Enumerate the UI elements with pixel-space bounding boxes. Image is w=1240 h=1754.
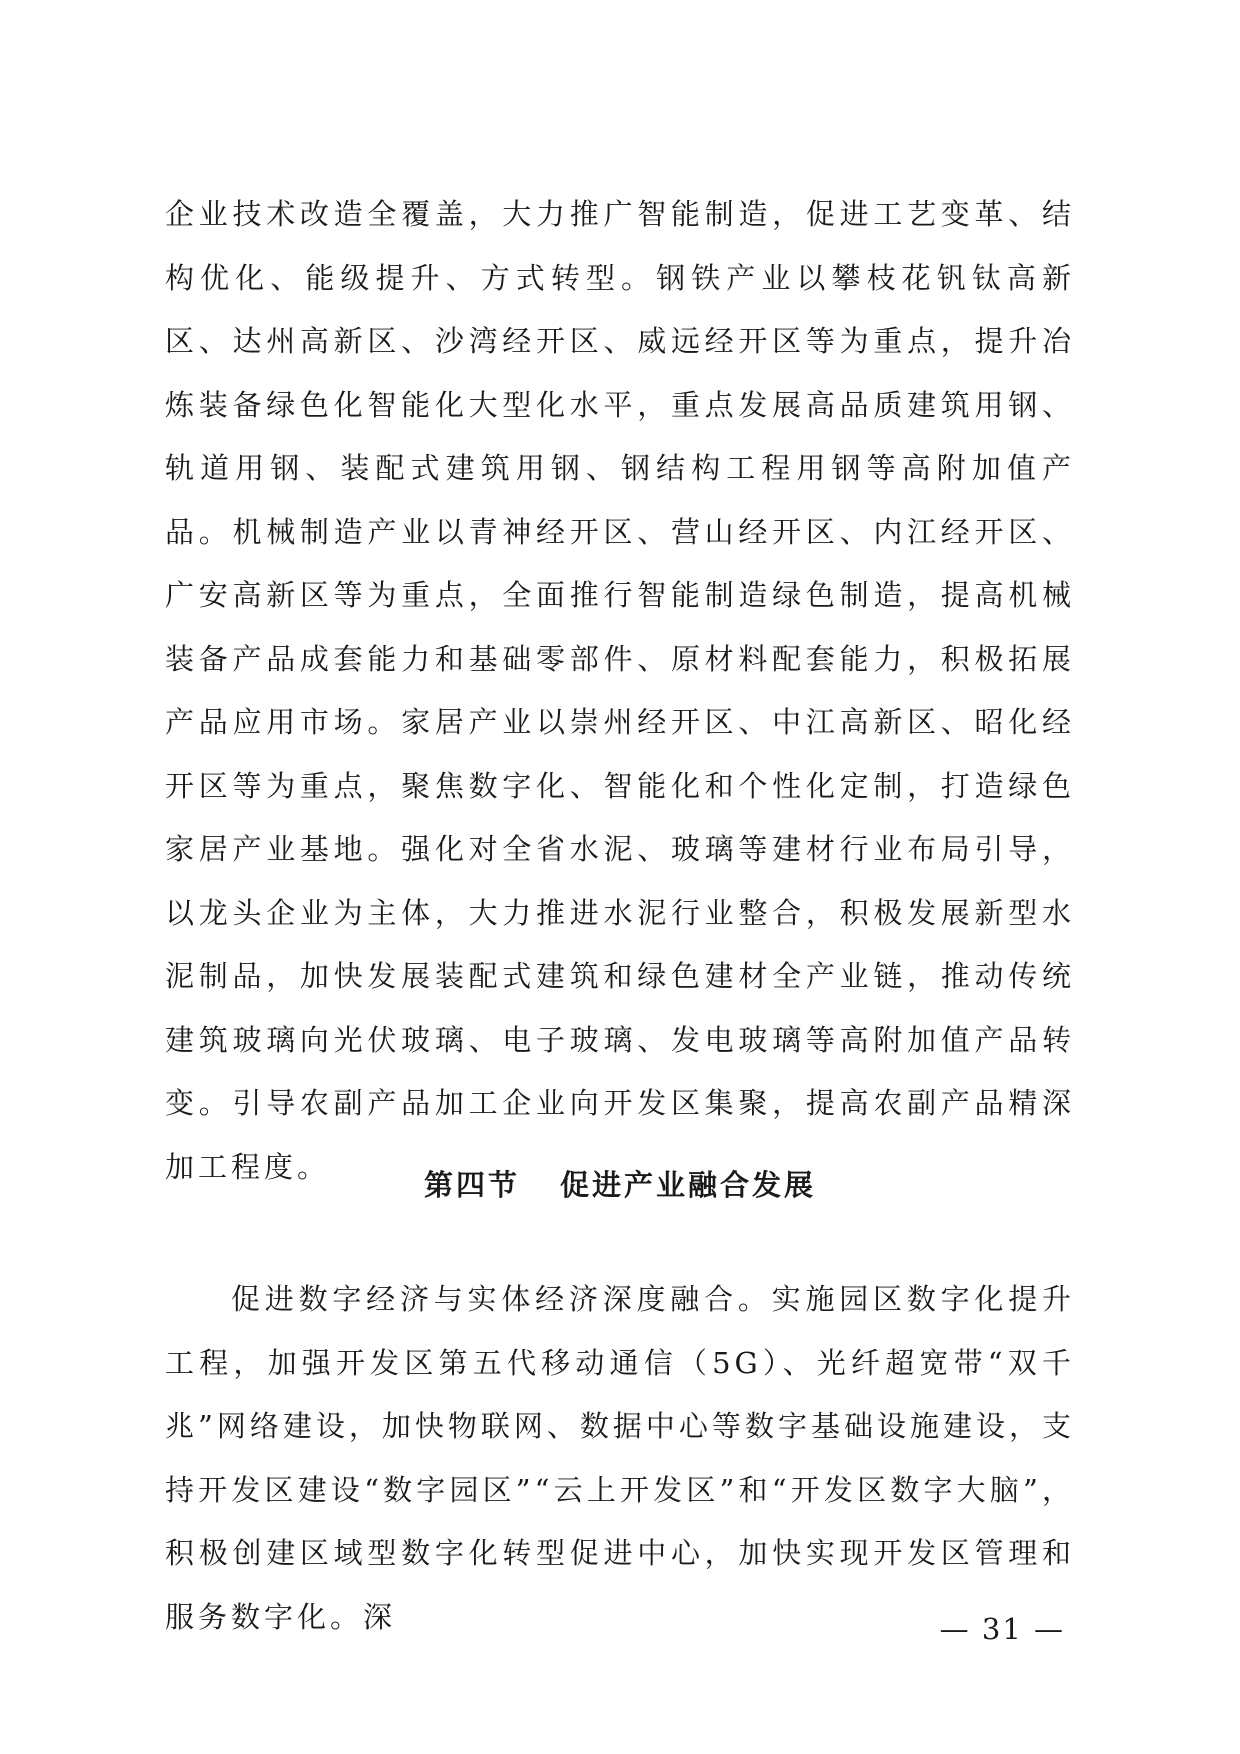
- page-number: — 31 —: [939, 1612, 1065, 1646]
- body-paragraph-industry: 企业技术改造全覆盖，大力推广智能制造，促进工艺变革、结构优化、能级提升、方式转型。钢铁产业以攀枝花钒钛高新区、达州高新区、沙湾经开区、威远经开区等为重点，提升冶炼装备绿色化智能化大型化水平，重点发展高品质建筑用钢、轨道用钢、装配式建筑用钢、钢结构工程用钢等高附加值产品。机械制造产业以青神经开区、营山经开区、内江经开区、广安高新区等为重点，全面推行智能制造绿色制造，提高机械装备产品成套能力和基础零部件、原材料配套能力，积极拓展产品应用市场。家居产业以崇州经开区、中江高新区、昭化经开区等为重点，聚焦数字化、智能化和个性化定制，打造绿色家居产业基地。强化对全省水泥、玻璃等建材行业布局引导，以龙头企业为主体，大力推进水泥行业整合，积极发展新型水泥制品，加快发展装配式建筑和绿色建材全产业链，推动传统建筑玻璃向光伏玻璃、电子玻璃、发电玻璃等高附加值产品转变。引导农副产品加工企业向开发区集聚，提高农副产品精深加工程度。: [165, 197, 1075, 1184]
- body-paragraph-digital: 促进数字经济与实体经济深度融合。实施园区数字化提升工程，加强开发区第五代移动通信（5G）、光纤超宽带“双千兆”网络建设，加快物联网、数据中心等数字基础设施建设，支持开发区建设“数字园区”“云上开发区”和“开发区数字大脑”，积极创建区域型数字化转型促进中心，加快实现开发区管理和服务数字化。深: [165, 1282, 1075, 1634]
- section-heading: [0, 1163, 1240, 1204]
- section-title: 促进产业融合发展: [560, 1168, 817, 1202]
- section-number: 第四节: [423, 1168, 520, 1202]
